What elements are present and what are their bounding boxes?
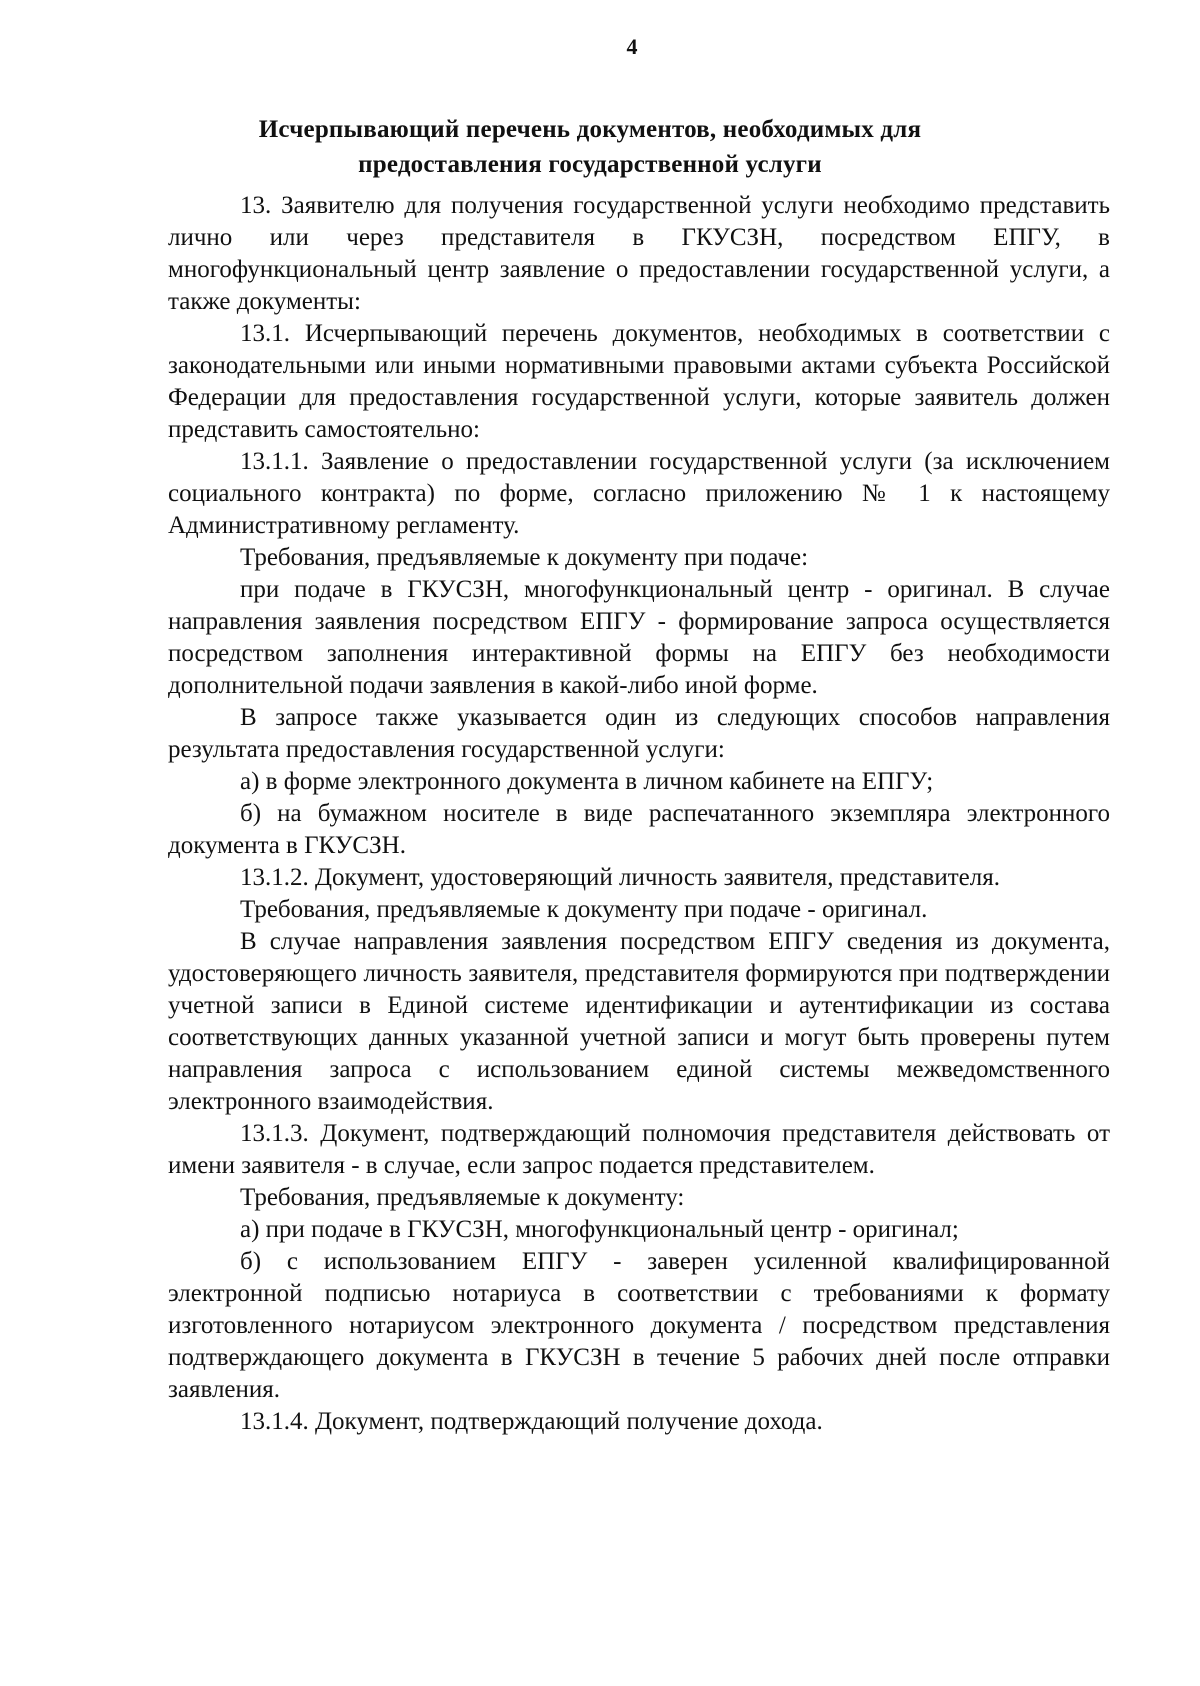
paragraph-13-1: 13.1. Исчерпывающий перечень документов, необходимых в соответствии с законодательными или иными нормативными правовыми актами субъекта Российской Федерации для предоставления государственной услуги, которые заявитель должен представить самостоятельно: bbox=[168, 320, 1110, 443]
document-body bbox=[168, 190, 1110, 1438]
paragraph-requirements-1: Требования, предъявляемые к документу при подаче: bbox=[240, 544, 809, 571]
paragraph-13: 13. Заявителю для получения государственной услуги необходимо представить лично или через представителя в ГКУСЗН, посредством ЕПГУ, в многофункциональный центр заявление о предоставлении государственной услуги, а также документы: bbox=[168, 192, 1110, 315]
paragraph-requirements-2: Требования, предъявляемые к документу при подаче - оригинал. bbox=[240, 896, 928, 923]
paragraph-result-methods: В запросе также указывается один из следующих способов направления результата предоставления государственной услуги: bbox=[168, 704, 1110, 763]
paragraph-identity-epgu: В случае направления заявления посредством ЕПГУ сведения из документа, удостоверяющего личность заявителя, представителя формируются при подтверждении учетной записи в Единой системе идентификации и аутентификации из состава соответствующих данных указанной учетной записи и могут быть проверены путем направления запроса с использованием единой системы межведомственного электронного взаимодействия. bbox=[168, 928, 1110, 1115]
page-number: 4 bbox=[626, 34, 638, 59]
paragraph-requirement-b: б) с использованием ЕПГУ - заверен усиленной квалифицированной электронной подписью нотариуса в соответствии с требованиями к формату изготовленного нотариусом электронного документа / посредством представления подтверждающего документа в ГКУСЗН в течение 5 рабочих дней после отправки заявления. bbox=[168, 1248, 1110, 1403]
paragraph-method-a: а) в форме электронного документа в личном кабинете на ЕПГУ; bbox=[240, 768, 934, 795]
paragraph-13-1-4: 13.1.4. Документ, подтверждающий получение дохода. bbox=[240, 1408, 823, 1435]
paragraph-requirement-a: а) при подаче в ГКУСЗН, многофункциональный центр - оригинал; bbox=[240, 1216, 959, 1243]
paragraph-13-1-3: 13.1.3. Документ, подтверждающий полномочия представителя действовать от имени заявителя - в случае, если запрос подается представителем. bbox=[168, 1120, 1110, 1179]
paragraph-13-1-1: 13.1.1. Заявление о предоставлении государственной услуги (за исключением социального контракта) по форме, согласно приложению № 1 к настоящему Административному регламенту. bbox=[168, 448, 1110, 539]
section-heading: Исчерпывающий перечень документов, необходимых для предоставления государственной услуги bbox=[258, 116, 922, 178]
paragraph-method-b: б) на бумажном носителе в виде распечатанного экземпляра электронного документа в ГКУСЗН. bbox=[168, 800, 1110, 859]
paragraph-requirements-3: Требования, предъявляемые к документу: bbox=[240, 1184, 685, 1211]
paragraph-submission-original: при подаче в ГКУСЗН, многофункциональный центр - оригинал. В случае направления заявления посредством ЕПГУ - формирование запроса осуществляется посредством заполнения интерактивной формы на ЕПГУ без необходимости дополнительной подачи заявления в какой-либо иной форме. bbox=[168, 576, 1110, 699]
paragraph-13-1-2: 13.1.2. Документ, удостоверяющий личность заявителя, представителя. bbox=[240, 864, 1000, 891]
